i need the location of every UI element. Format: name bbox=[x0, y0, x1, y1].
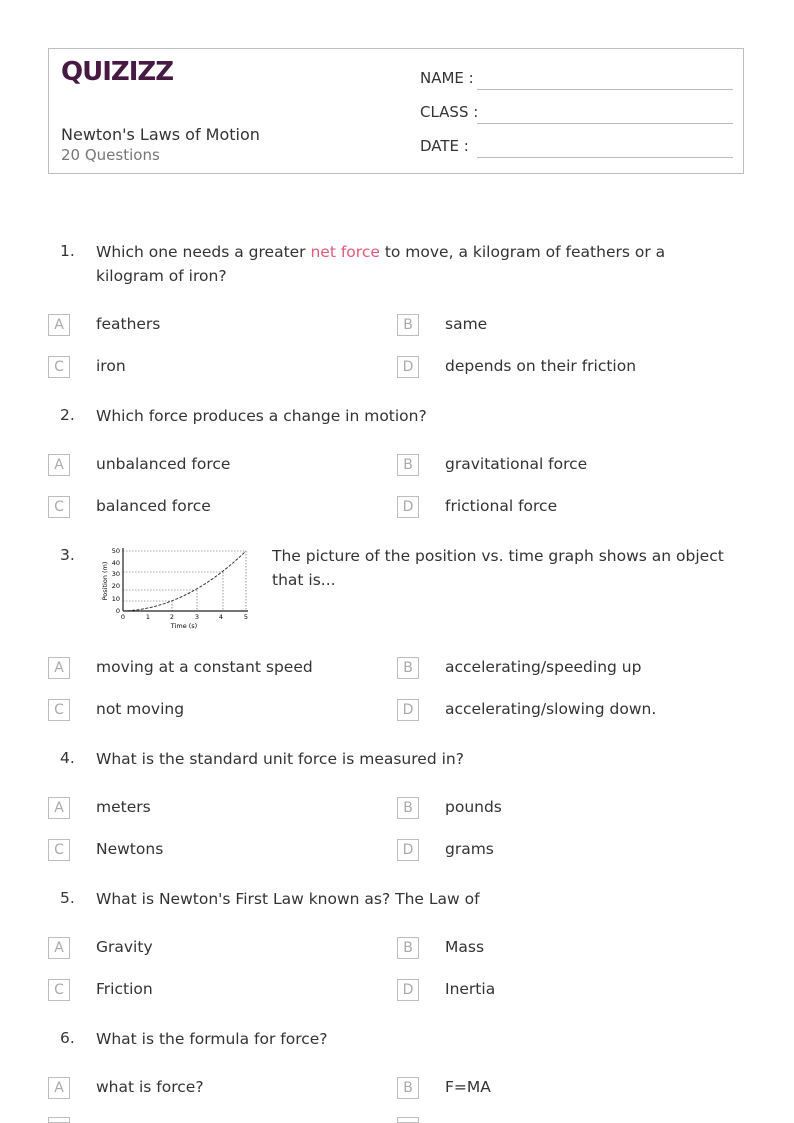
option-text: depends on their friction bbox=[445, 357, 637, 375]
option-box[interactable]: D bbox=[397, 356, 419, 378]
question-number: 2. bbox=[60, 406, 75, 424]
y-tick-label: 40 bbox=[111, 559, 120, 567]
option-box-partial[interactable] bbox=[397, 1117, 419, 1123]
name-line bbox=[477, 89, 733, 90]
y-tick-label: 0 bbox=[115, 607, 120, 615]
class-line bbox=[477, 123, 733, 124]
option-text: what is force? bbox=[96, 1078, 204, 1096]
position-curve bbox=[123, 551, 246, 611]
option-text: Mass bbox=[445, 938, 485, 956]
option-box[interactable]: A bbox=[48, 454, 70, 476]
option-box[interactable]: D bbox=[397, 496, 419, 518]
question-text: What is the standard unit force is measured in? bbox=[96, 750, 464, 768]
option-box[interactable]: D bbox=[397, 699, 419, 721]
option-text: Friction bbox=[96, 980, 153, 998]
y-axis-label: Position (m) bbox=[101, 561, 109, 601]
y-tick-label: 20 bbox=[111, 582, 120, 590]
y-tick-label: 50 bbox=[111, 547, 120, 555]
position-time-graph bbox=[96, 544, 256, 632]
option-box[interactable]: C bbox=[48, 496, 70, 518]
x-tick-label: 5 bbox=[243, 613, 249, 621]
question-text: What is the formula for force? bbox=[96, 1030, 328, 1048]
option-box[interactable]: C bbox=[48, 979, 70, 1001]
question-text-part: to move, a kilogram of feathers or a kilogram of iron? bbox=[96, 243, 666, 285]
option-box[interactable]: A bbox=[48, 937, 70, 959]
option-box[interactable]: C bbox=[48, 699, 70, 721]
option-text: Gravity bbox=[96, 938, 153, 956]
x-tick-label: 1 bbox=[145, 613, 151, 621]
x-tick-label: 4 bbox=[218, 613, 224, 621]
option-text: grams bbox=[445, 840, 494, 858]
option-text: balanced force bbox=[96, 497, 211, 515]
option-box[interactable]: D bbox=[397, 839, 419, 861]
name-label: NAME : bbox=[420, 69, 474, 87]
y-tick-label: 10 bbox=[111, 595, 120, 603]
option-box[interactable]: A bbox=[48, 314, 70, 336]
option-box[interactable]: B bbox=[397, 1077, 419, 1099]
question-text: Which force produces a change in motion? bbox=[96, 407, 427, 425]
option-box[interactable]: C bbox=[48, 356, 70, 378]
option-box[interactable]: A bbox=[48, 1077, 70, 1099]
x-tick-label: 0 bbox=[120, 613, 126, 621]
option-text: accelerating/slowing down. bbox=[445, 700, 657, 718]
class-label: CLASS : bbox=[420, 103, 479, 121]
option-box[interactable]: B bbox=[397, 314, 419, 336]
option-text: F=MA bbox=[445, 1078, 491, 1096]
question-count: 20 Questions bbox=[61, 146, 160, 164]
option-text: frictional force bbox=[445, 497, 558, 515]
worksheet-title: Newton's Laws of Motion bbox=[61, 125, 260, 144]
worksheet-header bbox=[48, 48, 744, 174]
question-number: 1. bbox=[60, 242, 75, 260]
option-text: unbalanced force bbox=[96, 455, 231, 473]
date-label: DATE : bbox=[420, 137, 469, 155]
option-text: same bbox=[445, 315, 488, 333]
x-tick-label: 3 bbox=[194, 613, 200, 621]
option-text: iron bbox=[96, 357, 126, 375]
y-tick-label: 30 bbox=[111, 570, 120, 578]
quizizz-logo: QUIZIZZ bbox=[61, 57, 174, 87]
option-box[interactable]: D bbox=[397, 979, 419, 1001]
option-text: meters bbox=[96, 798, 151, 816]
question-text-part: Which one needs a greater bbox=[96, 243, 311, 261]
question-text: The picture of the position vs. time graph shows an object that is... bbox=[272, 547, 724, 589]
x-tick-label: 2 bbox=[169, 613, 175, 621]
question-number: 6. bbox=[60, 1029, 75, 1047]
highlighted-term: net force bbox=[310, 243, 380, 261]
option-text: pounds bbox=[445, 798, 502, 816]
option-box[interactable]: A bbox=[48, 797, 70, 819]
option-text: Inertia bbox=[445, 980, 496, 998]
option-box[interactable]: B bbox=[397, 937, 419, 959]
option-box[interactable]: A bbox=[48, 657, 70, 679]
question-number: 3. bbox=[60, 546, 75, 564]
option-text: moving at a constant speed bbox=[96, 658, 313, 676]
option-text: Newtons bbox=[96, 840, 164, 858]
date-line bbox=[477, 157, 733, 158]
option-text: accelerating/speeding up bbox=[445, 658, 642, 676]
question-number: 5. bbox=[60, 889, 75, 907]
option-text: gravitational force bbox=[445, 455, 588, 473]
question-text: What is Newton's First Law known as? The Law of bbox=[96, 890, 480, 908]
option-box[interactable]: B bbox=[397, 657, 419, 679]
x-axis-label: Time (s) bbox=[170, 622, 198, 630]
option-box[interactable]: B bbox=[397, 797, 419, 819]
option-box[interactable]: B bbox=[397, 454, 419, 476]
option-text: not moving bbox=[96, 700, 185, 718]
option-text: feathers bbox=[96, 315, 161, 333]
option-box[interactable]: C bbox=[48, 839, 70, 861]
option-box-partial[interactable] bbox=[48, 1117, 70, 1123]
question-text bbox=[96, 240, 736, 288]
question-number: 4. bbox=[60, 749, 75, 767]
